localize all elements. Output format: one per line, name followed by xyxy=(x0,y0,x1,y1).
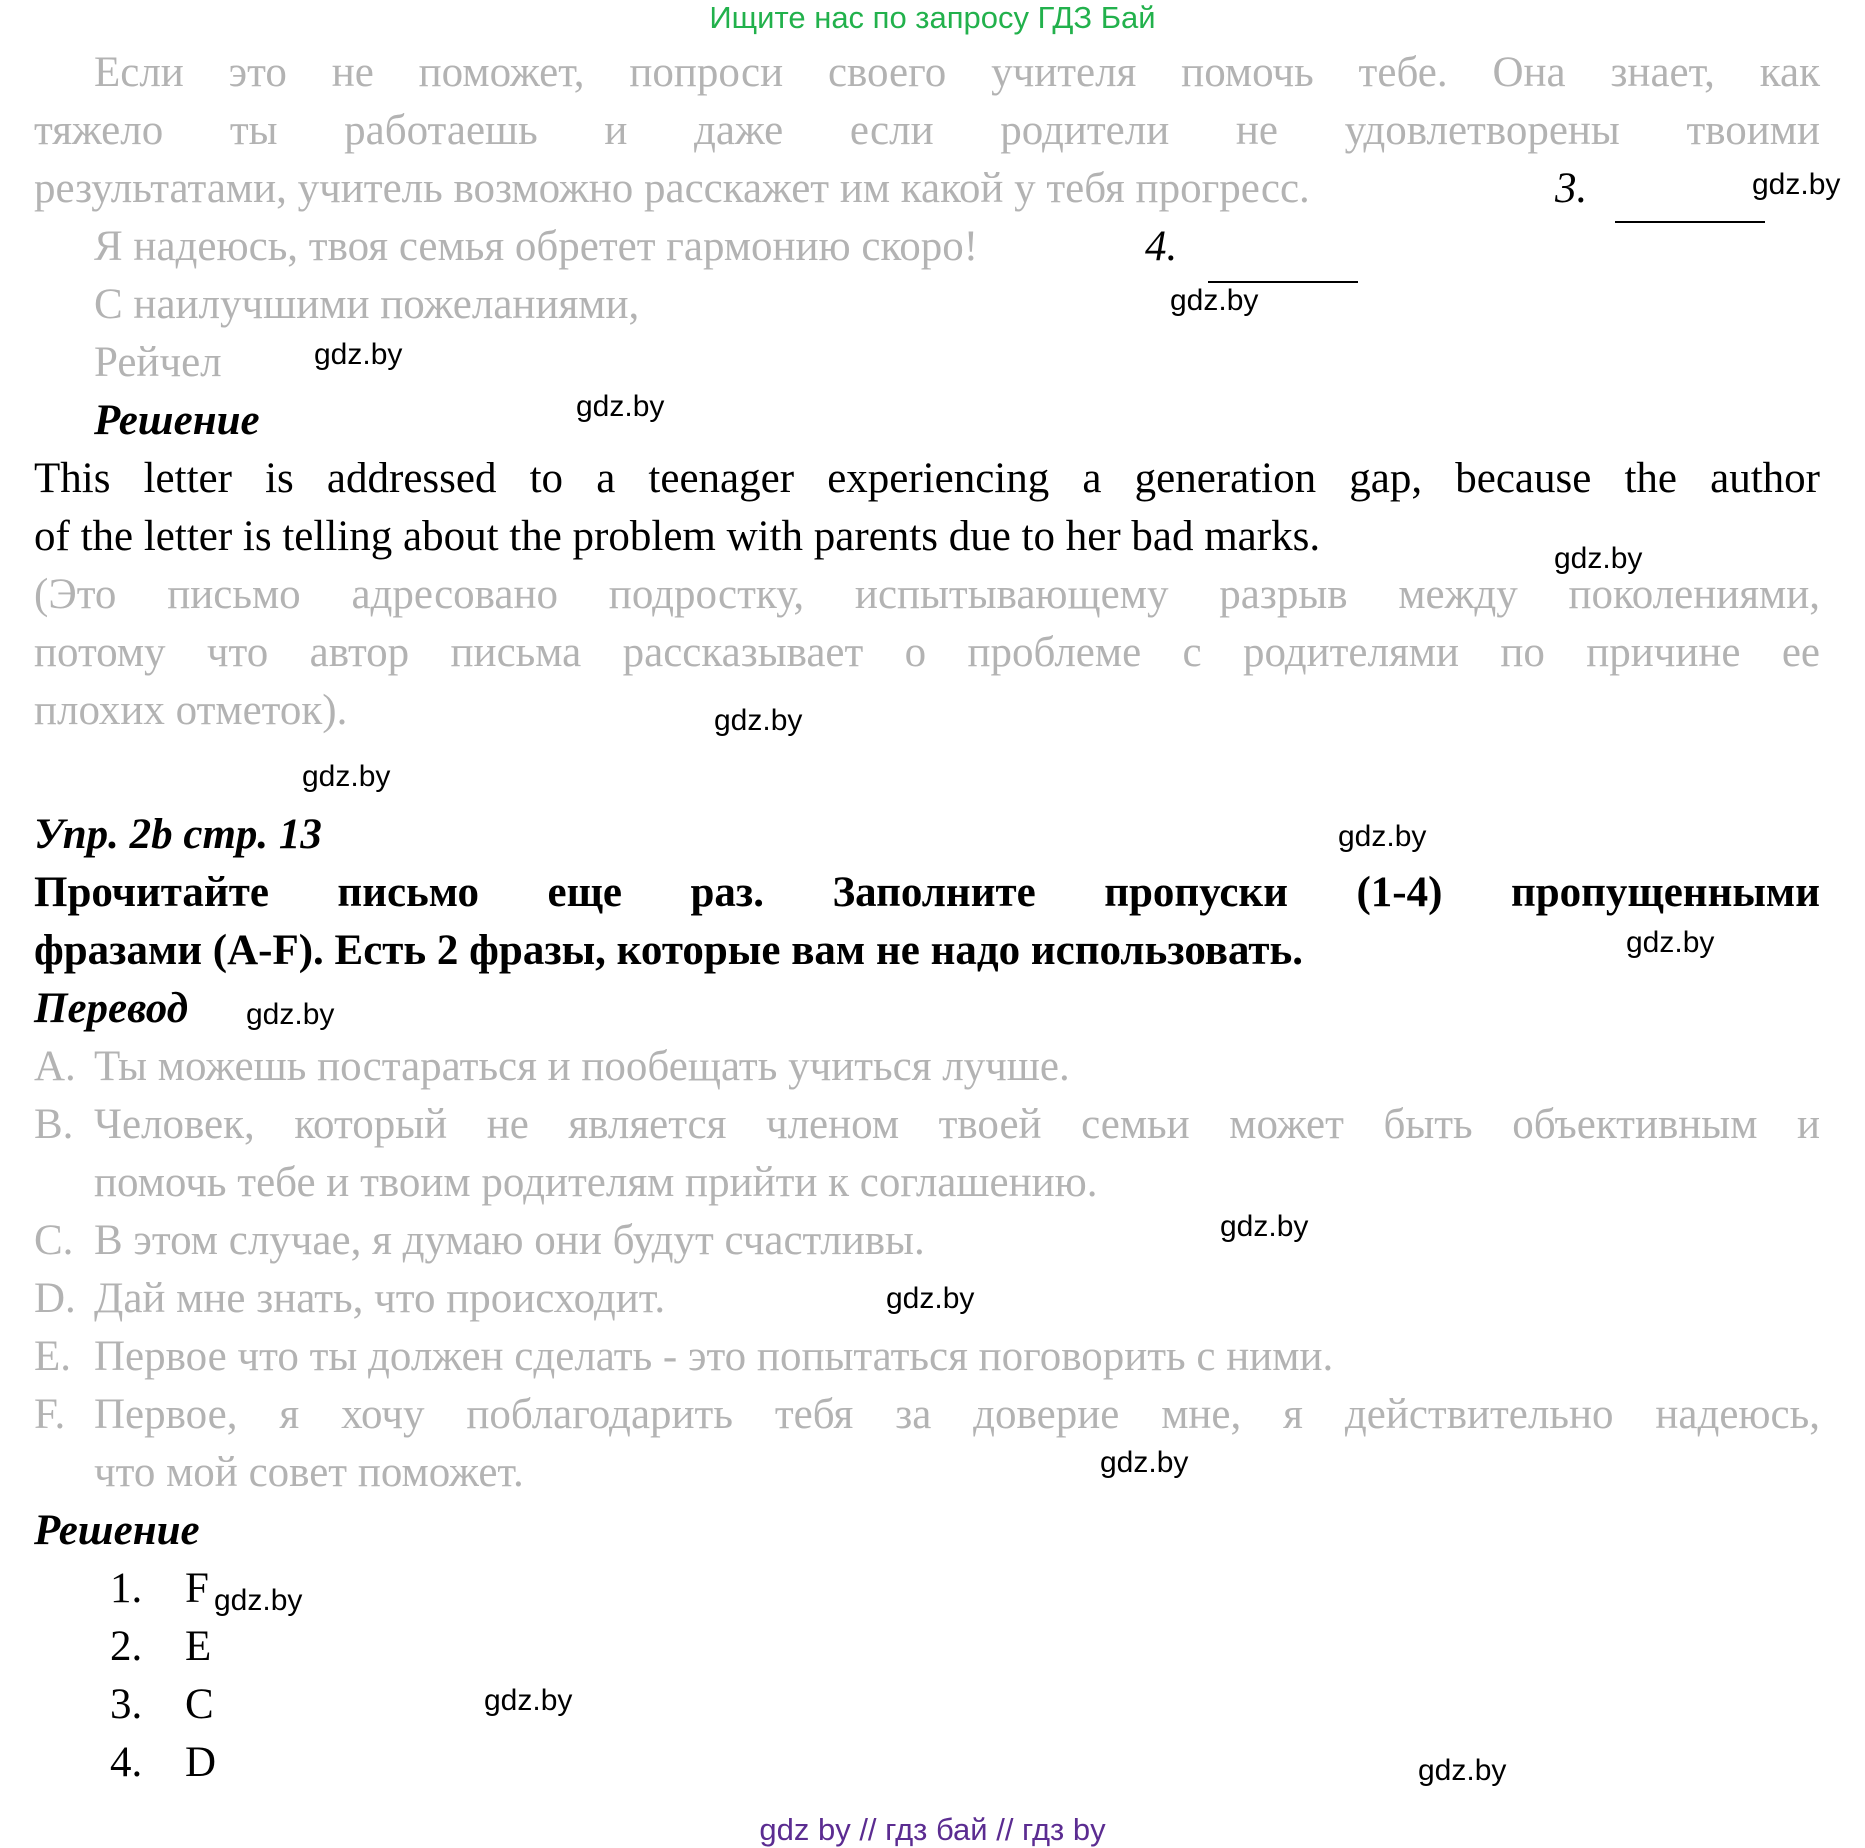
answer-blank-4 xyxy=(1208,281,1358,283)
answer-paragraph xyxy=(34,450,1820,508)
answer-letter: C xyxy=(185,1681,214,1728)
answer-item xyxy=(110,1560,209,1618)
translation-line: (Это письмо адресовано подростку, испытывающему разрыв между поколениями, xyxy=(34,571,1820,618)
site-banner[interactable]: Ищите нас по запросу ГДЗ Бай xyxy=(709,0,1156,35)
watermark: gdz.by xyxy=(1752,168,1841,201)
letter-closing: С наилучшими пожеланиями, xyxy=(94,281,640,328)
letter-line: Если это не поможет, попроси своего учителя помочь тебе. Она знает, как xyxy=(94,49,1820,96)
answer-number: 4. xyxy=(110,1739,143,1786)
answer-line: of the letter is telling about the problem with parents due to her bad marks. xyxy=(34,513,1321,560)
phrase-text: Человек, который не является членом твоей семьи может быть объективным и xyxy=(94,1101,1820,1148)
phrase-letter: B. xyxy=(34,1101,74,1148)
answer-number: 1. xyxy=(110,1565,143,1612)
footer-links[interactable]: gdz by // гдз бай // гдз by xyxy=(759,1812,1106,1847)
phrase-text: Первое, я хочу поблагодарить тебя за доверие мне, я действительно надеюсь, xyxy=(94,1391,1820,1438)
exercise-title: Упр. 2b стр. 13 xyxy=(34,811,322,858)
letter-signature: Рейчел xyxy=(94,339,222,386)
answer-line: This letter is addressed to a teenager experiencing a generation gap, because the author xyxy=(34,455,1820,502)
phrase-letter: E. xyxy=(34,1333,72,1380)
phrase-letter: D. xyxy=(34,1275,76,1322)
phrase-text: Ты можешь постараться и пообещать учиться лучше. xyxy=(94,1043,1070,1090)
watermark: gdz.by xyxy=(1100,1446,1189,1479)
instruction-line: Прочитайте письмо еще раз. Заполните пропуски (1-4) пропущенными xyxy=(34,869,1820,916)
phrase-text: В этом случае, я думаю они будут счастливы. xyxy=(94,1217,925,1264)
watermark: gdz.by xyxy=(1554,542,1643,575)
letter-line: результатами, учитель возможно расскажет им какой у тебя прогресс. xyxy=(34,165,1310,212)
gap-number-3: 3. xyxy=(1555,165,1588,212)
translation-heading: Перевод xyxy=(34,985,189,1032)
answer-translation xyxy=(34,566,1820,682)
instruction-line: фразами (A-F). Есть 2 фразы, которые вам не надо использовать. xyxy=(34,927,1303,974)
watermark: gdz.by xyxy=(1220,1210,1309,1243)
phrase-letter: F. xyxy=(34,1391,66,1438)
watermark: gdz.by xyxy=(1338,820,1427,853)
watermark: gdz.by xyxy=(484,1684,573,1717)
solution-heading: Решение xyxy=(94,397,260,444)
answer-letter: E xyxy=(185,1623,212,1670)
answer-number: 2. xyxy=(110,1623,143,1670)
answer-item xyxy=(110,1734,216,1792)
answer-item xyxy=(110,1618,211,1676)
watermark: gdz.by xyxy=(246,998,335,1031)
translation-line: плохих отметок). xyxy=(34,687,348,734)
watermark: gdz.by xyxy=(1418,1754,1507,1787)
phrase-text: Дай мне знать, что происходит. xyxy=(94,1275,666,1322)
watermark: gdz.by xyxy=(1626,926,1715,959)
letter-paragraph xyxy=(34,44,1820,160)
answer-item xyxy=(110,1676,214,1734)
gap-number-4: 4. xyxy=(1145,223,1178,270)
watermark: gdz.by xyxy=(314,338,403,371)
answer-number: 3. xyxy=(110,1681,143,1728)
phrase-letter: A. xyxy=(34,1043,76,1090)
exercise-instruction xyxy=(34,864,1820,922)
phrase-letter: C. xyxy=(34,1217,74,1264)
answer-letter: F xyxy=(185,1565,209,1612)
solution-heading: Решение xyxy=(34,1507,200,1554)
translation-line: потому что автор письма рассказывает о проблеме с родителями по причине ее xyxy=(34,629,1820,676)
watermark: gdz.by xyxy=(214,1584,303,1617)
letter-line: Я надеюсь, твоя семья обретет гармонию скоро! xyxy=(94,223,979,270)
watermark: gdz.by xyxy=(302,760,391,793)
watermark: gdz.by xyxy=(576,390,665,423)
answer-blank-3 xyxy=(1615,221,1765,223)
phrase-text: помочь тебе и твоим родителям прийти к соглашению. xyxy=(94,1159,1098,1206)
watermark: gdz.by xyxy=(714,704,803,737)
watermark: gdz.by xyxy=(1170,284,1259,317)
phrase-text: Первое что ты должен сделать - это попытаться поговорить с ними. xyxy=(94,1333,1334,1380)
answer-letter: D xyxy=(185,1739,217,1786)
phrase-text: что мой совет поможет. xyxy=(94,1449,524,1496)
letter-line: тяжело ты работаешь и даже если родители не удовлетворены твоими xyxy=(34,107,1820,154)
watermark: gdz.by xyxy=(886,1282,975,1315)
